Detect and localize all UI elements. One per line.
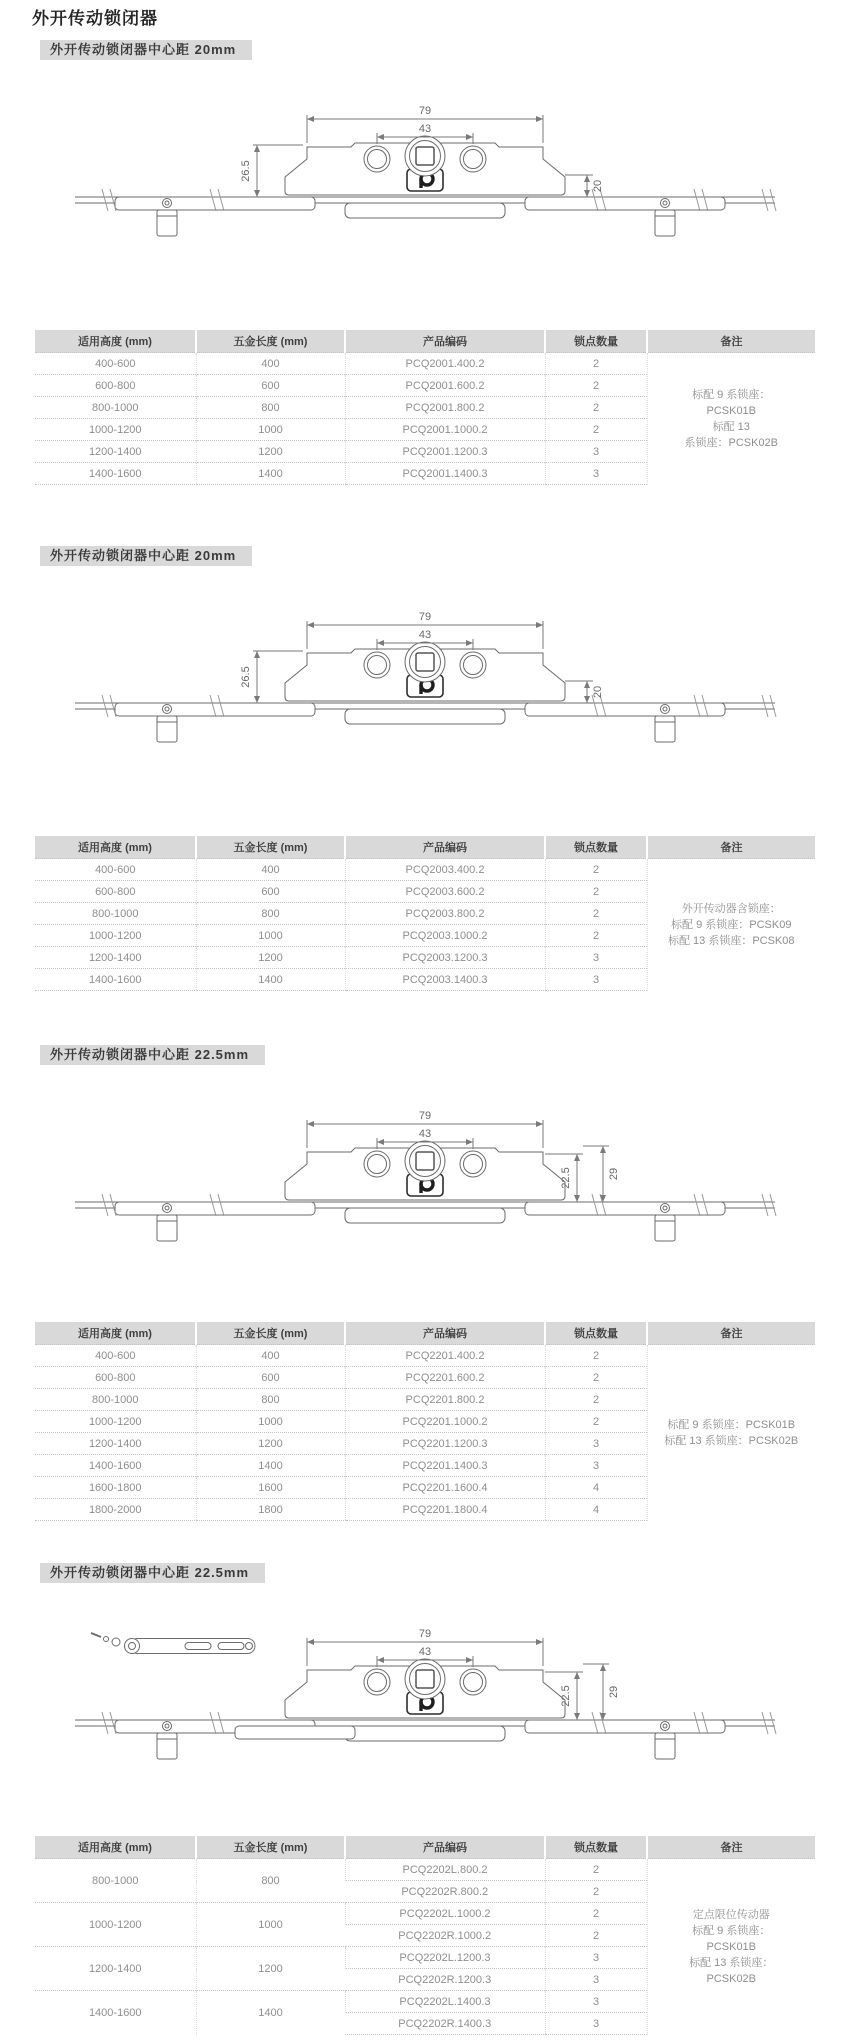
dim-label-right-inner: 22.5	[560, 1167, 572, 1189]
dim-label-right-inner: 22.5	[560, 1685, 572, 1707]
cell-points: 2	[545, 903, 647, 925]
note-line: 标配 13 系锁座：PCSK02B	[664, 1434, 799, 1447]
cell-code: PCQ2201.1400.3	[345, 1455, 545, 1477]
cell-code: PCQ2201.1600.4	[345, 1477, 545, 1499]
col-height: 适用高度 (mm)	[35, 1836, 196, 1859]
section-header: 外开传动锁闭器中心距 20mm	[40, 546, 252, 566]
col-height: 适用高度 (mm)	[35, 836, 196, 859]
spec-table	[35, 1836, 815, 2035]
cell-height: 400-600	[35, 1345, 196, 1367]
cell-length: 600	[196, 881, 345, 903]
cell-code: PCQ2201.600.2	[345, 1367, 545, 1389]
technical-drawing	[35, 591, 815, 761]
col-code: 产品编码	[345, 1322, 545, 1345]
dim-label-left-height: 26.5	[240, 666, 252, 688]
technical-drawing	[35, 1090, 815, 1260]
table-row	[35, 1859, 815, 1881]
cell-code: PCQ2001.1400.3	[345, 463, 545, 485]
cell-length: 600	[196, 1367, 345, 1389]
cell-length: 400	[196, 353, 345, 375]
cell-code: PCQ2003.1400.3	[345, 969, 545, 991]
cell-points: 3	[545, 1991, 647, 2013]
cell-length: 1000	[196, 419, 345, 441]
dim-label-inner-width: 43	[418, 1646, 432, 1658]
cell-code: PCQ2202L.1200.3	[345, 1947, 545, 1969]
note-cell	[647, 859, 815, 991]
cell-points: 3	[545, 1947, 647, 1969]
dim-label-inner-width: 43	[418, 1128, 432, 1140]
table-row	[35, 859, 815, 881]
note-line: 系锁座：PCSK02B	[684, 436, 779, 449]
cell-length: 800	[196, 903, 345, 925]
section-center-distance-20mm-2	[0, 485, 850, 991]
col-points: 锁点数量	[545, 330, 647, 353]
cell-height: 1600-1800	[35, 1477, 196, 1499]
cell-height: 1400-1600	[35, 969, 196, 991]
note-line: 标配 13 系锁座：	[689, 1956, 774, 1969]
note-cell	[647, 1345, 815, 1521]
lock-mechanism-drawing	[35, 1608, 815, 1778]
cell-height: 1200-1400	[35, 1433, 196, 1455]
note-line: PCSK02B	[706, 1972, 757, 1985]
cell-points: 3	[545, 1455, 647, 1477]
cell-code: PCQ2201.1800.4	[345, 1499, 545, 1521]
cell-points: 2	[545, 353, 647, 375]
col-length: 五金长度 (mm)	[196, 1322, 345, 1345]
cell-points: 2	[545, 1345, 647, 1367]
cell-height: 1000-1200	[35, 1411, 196, 1433]
col-points: 锁点数量	[545, 1322, 647, 1345]
cell-code: PCQ2003.600.2	[345, 881, 545, 903]
cell-code: PCQ2003.800.2	[345, 903, 545, 925]
cell-height: 1800-2000	[35, 1499, 196, 1521]
spec-table-wrap	[35, 836, 815, 991]
cell-length: 1000	[196, 1411, 345, 1433]
spec-table	[35, 330, 815, 485]
cell-code: PCQ2202R.1200.3	[345, 1969, 545, 1991]
cell-code: PCQ2003.1200.3	[345, 947, 545, 969]
cell-points: 2	[545, 1389, 647, 1411]
cell-points: 4	[545, 1499, 647, 1521]
col-code: 产品编码	[345, 330, 545, 353]
dim-label-inner-width: 43	[418, 629, 432, 641]
table-header-row	[35, 1836, 815, 1859]
col-note: 备注	[647, 1322, 815, 1345]
cell-length: 800	[196, 1389, 345, 1411]
cell-code: PCQ2201.1000.2	[345, 1411, 545, 1433]
note-cell	[647, 353, 815, 485]
page-title: 外开传动锁闭器	[32, 9, 158, 28]
table-header-row	[35, 836, 815, 859]
cell-height: 1400-1600	[35, 1455, 196, 1477]
col-length: 五金长度 (mm)	[196, 1836, 345, 1859]
dim-label-inner-width: 43	[418, 123, 432, 135]
cell-points: 2	[545, 925, 647, 947]
spec-table	[35, 1322, 815, 1521]
dim-label-top-width: 79	[418, 1110, 432, 1122]
dim-label-right-height: 20	[592, 179, 604, 193]
table-header-row	[35, 330, 815, 353]
cell-length: 1800	[196, 1499, 345, 1521]
col-height: 适用高度 (mm)	[35, 1322, 196, 1345]
cell-points: 3	[545, 947, 647, 969]
cell-length: 1200	[196, 1433, 345, 1455]
cell-code: PCQ2202R.1400.3	[345, 2013, 545, 2035]
cell-code: PCQ2003.1000.2	[345, 925, 545, 947]
lock-mechanism-drawing	[35, 85, 815, 255]
section-header: 外开传动锁闭器中心距 22.5mm	[40, 1563, 265, 1583]
dim-label-top-width: 79	[418, 105, 432, 117]
cell-points: 2	[545, 881, 647, 903]
cell-height: 600-800	[35, 1367, 196, 1389]
col-note: 备注	[647, 330, 815, 353]
note-line: 标配 9 系锁座：PCSK01B	[667, 1418, 796, 1431]
cell-points: 2	[545, 1925, 647, 1947]
cell-code: PCQ2201.1200.3	[345, 1433, 545, 1455]
cell-points: 2	[545, 1881, 647, 1903]
note-line: 标配 9 系锁座：PCSK09	[671, 918, 792, 931]
col-height: 适用高度 (mm)	[35, 330, 196, 353]
section-header: 外开传动锁闭器中心距 20mm	[40, 40, 252, 60]
cell-points: 3	[545, 441, 647, 463]
cell-code: PCQ2001.800.2	[345, 397, 545, 419]
dim-label-right-height: 20	[592, 685, 604, 699]
cell-height: 1400-1600	[35, 1991, 196, 2035]
note-line: PCSK01B	[706, 1940, 757, 1953]
spec-table	[35, 836, 815, 991]
cell-height: 800-1000	[35, 1859, 196, 1903]
col-points: 锁点数量	[545, 1836, 647, 1859]
cell-height: 600-800	[35, 881, 196, 903]
dim-label-left-height: 26.5	[240, 160, 252, 182]
cell-height: 1000-1200	[35, 419, 196, 441]
cell-length: 1400	[196, 969, 345, 991]
cell-points: 3	[545, 1969, 647, 1991]
cell-height: 600-800	[35, 375, 196, 397]
cell-points: 3	[545, 2013, 647, 2035]
cell-length: 1600	[196, 1477, 345, 1499]
cell-height: 1000-1200	[35, 925, 196, 947]
cell-length: 1400	[196, 1455, 345, 1477]
cell-points: 3	[545, 463, 647, 485]
cell-height: 1400-1600	[35, 463, 196, 485]
note-line: 标配 13 系锁座：PCSK08	[667, 934, 795, 947]
cell-code: PCQ2003.400.2	[345, 859, 545, 881]
cell-code: PCQ2001.400.2	[345, 353, 545, 375]
cell-points: 3	[545, 1433, 647, 1455]
col-code: 产品编码	[345, 1836, 545, 1859]
dim-label-right-outer: 29	[608, 1685, 620, 1699]
table-header-row	[35, 1322, 815, 1345]
cell-code: PCQ2202L.1000.2	[345, 1903, 545, 1925]
lock-mechanism-drawing	[35, 591, 815, 761]
spec-table-wrap	[35, 1322, 815, 1521]
cell-height: 400-600	[35, 353, 196, 375]
cell-length: 1200	[196, 947, 345, 969]
cell-length: 400	[196, 1345, 345, 1367]
col-points: 锁点数量	[545, 836, 647, 859]
cell-points: 2	[545, 1367, 647, 1389]
note-line: 标配 9 系锁座：	[692, 1924, 771, 1937]
cell-length: 1200	[196, 1947, 345, 1991]
spec-table-wrap	[35, 330, 815, 485]
cell-points: 2	[545, 1411, 647, 1433]
cell-code: PCQ2001.1000.2	[345, 419, 545, 441]
section-center-distance-20mm-1	[0, 30, 850, 485]
cell-points: 2	[545, 375, 647, 397]
dim-label-top-width: 79	[418, 611, 432, 623]
col-note: 备注	[647, 836, 815, 859]
cell-points: 2	[545, 1859, 647, 1881]
note-line: 定点限位传动器	[692, 1908, 770, 1921]
cell-height: 800-1000	[35, 903, 196, 925]
cell-height: 800-1000	[35, 397, 196, 419]
cell-length: 1000	[196, 1903, 345, 1947]
cell-points: 2	[545, 397, 647, 419]
note-cell	[647, 1859, 815, 2035]
cell-length: 1000	[196, 925, 345, 947]
cell-points: 2	[545, 419, 647, 441]
cell-code: PCQ2001.600.2	[345, 375, 545, 397]
note-line: PCSK01B	[706, 404, 757, 417]
cell-height: 1200-1400	[35, 947, 196, 969]
cell-code: PCQ2202L.1400.3	[345, 1991, 545, 2013]
col-code: 产品编码	[345, 836, 545, 859]
cell-code: PCQ2001.1200.3	[345, 441, 545, 463]
note-line: 外开传动器含锁座：	[681, 902, 781, 915]
col-length: 五金长度 (mm)	[196, 330, 345, 353]
dim-label-top-width: 79	[418, 1628, 432, 1640]
section-center-distance-22-5mm-2	[0, 1521, 850, 2035]
table-row	[35, 353, 815, 375]
lock-mechanism-drawing	[35, 1090, 815, 1260]
cell-height: 1000-1200	[35, 1903, 196, 1947]
cell-length: 800	[196, 1859, 345, 1903]
spec-table-wrap	[35, 1836, 815, 2035]
section-header: 外开传动锁闭器中心距 22.5mm	[40, 1045, 265, 1065]
technical-drawing	[35, 1608, 815, 1778]
cell-height: 400-600	[35, 859, 196, 881]
cell-length: 1200	[196, 441, 345, 463]
section-center-distance-22-5mm-1	[0, 991, 850, 1521]
cell-length: 1400	[196, 1991, 345, 2035]
cell-code: PCQ2201.800.2	[345, 1389, 545, 1411]
col-note: 备注	[647, 1836, 815, 1859]
note-line: 标配 13	[712, 420, 750, 433]
cell-height: 1200-1400	[35, 441, 196, 463]
cell-points: 3	[545, 969, 647, 991]
cell-height: 800-1000	[35, 1389, 196, 1411]
cell-points: 2	[545, 1903, 647, 1925]
table-row	[35, 1345, 815, 1367]
cell-code: PCQ2202L.800.2	[345, 1859, 545, 1881]
cell-height: 1200-1400	[35, 1947, 196, 1991]
cell-length: 800	[196, 397, 345, 419]
dim-label-right-outer: 29	[608, 1167, 620, 1181]
note-line: 标配 9 系锁座：	[692, 388, 771, 401]
cell-points: 2	[545, 859, 647, 881]
cell-points: 4	[545, 1477, 647, 1499]
cell-code: PCQ2201.400.2	[345, 1345, 545, 1367]
cell-length: 400	[196, 859, 345, 881]
technical-drawing	[35, 85, 815, 255]
cell-length: 1400	[196, 463, 345, 485]
cell-length: 600	[196, 375, 345, 397]
col-length: 五金长度 (mm)	[196, 836, 345, 859]
cell-code: PCQ2202R.1000.2	[345, 1925, 545, 1947]
cell-code: PCQ2202R.800.2	[345, 1881, 545, 1903]
